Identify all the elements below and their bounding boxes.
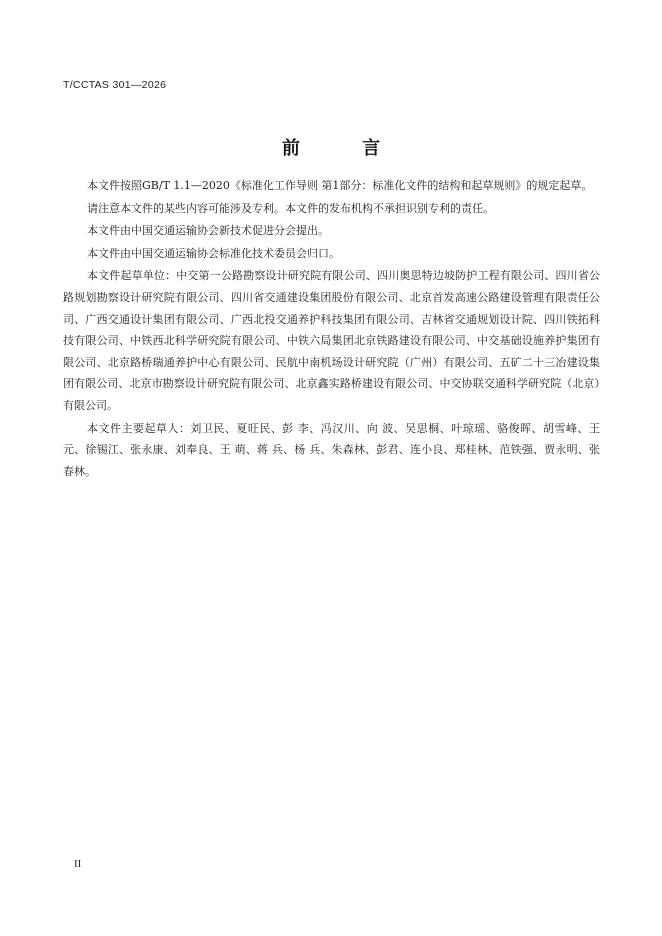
paragraph-proposer: 本文件由中国交通运输协会新技术促进分会提出。 (87, 224, 329, 238)
page-number: II (74, 858, 82, 870)
paragraph-drafting-units: 本文件起草单位：中交第一公路勘察设计研究院有限公司、四川奥思特边坡防护工程有限公司、四川省公路规划勘察设计研究院有限公司、四川省交通建设集团股份有限公司、北京首发高速公路建设管理有限责任公司、广西交通设计集团有限公司、广西北投交通养护科技集团有限公司、吉林省交通规划设计院、四川铁拓科技有限公司、中铁西北科学研究院有限公司、中铁六局集团北京铁路建设有限公司、中交基础设施养护集团有限公司、北京路桥瑞通养护中心有限公司、民航中南机场设计研究院（广州）有限公司、五矿二十三冶建设集团有限公司、北京市勘察设计研究院有限公司、北京鑫实路桥建设有限公司、中交协联交通科学研究院（北京）有限公司。 (63, 269, 600, 412)
page-title: 前 言 (281, 138, 409, 159)
paragraph-patent-notice: 请注意本文件的某些内容可能涉及专利。本文件的发布机构不承担识别专利的责任。 (87, 201, 494, 215)
paragraph-drafters: 本文件主要起草人：刘卫民、夏旺民、彭 李、冯汉川、向 波、吴思桐、叶琼瑶、骆俊晖、胡雪峰、王 元、徐锡江、张永康、刘奉良、王 萌、蒋 兵、杨 兵、朱森林、彭君、连小良、郑桂林、范铁强、贾永明、张春林。 (63, 421, 600, 478)
paragraph-governing-committee: 本文件由中国交通运输协会标准化技术委员会归口。 (87, 246, 340, 260)
document-code: T/CCTAS 301—2026 (63, 79, 167, 91)
paragraph-drafting-rules: 本文件按照GB/T 1.1—2020《标准化工作导则 第1部分：标准化文件的结构和起草规则》的规定起草。 (87, 179, 593, 192)
preface-body (63, 175, 600, 482)
